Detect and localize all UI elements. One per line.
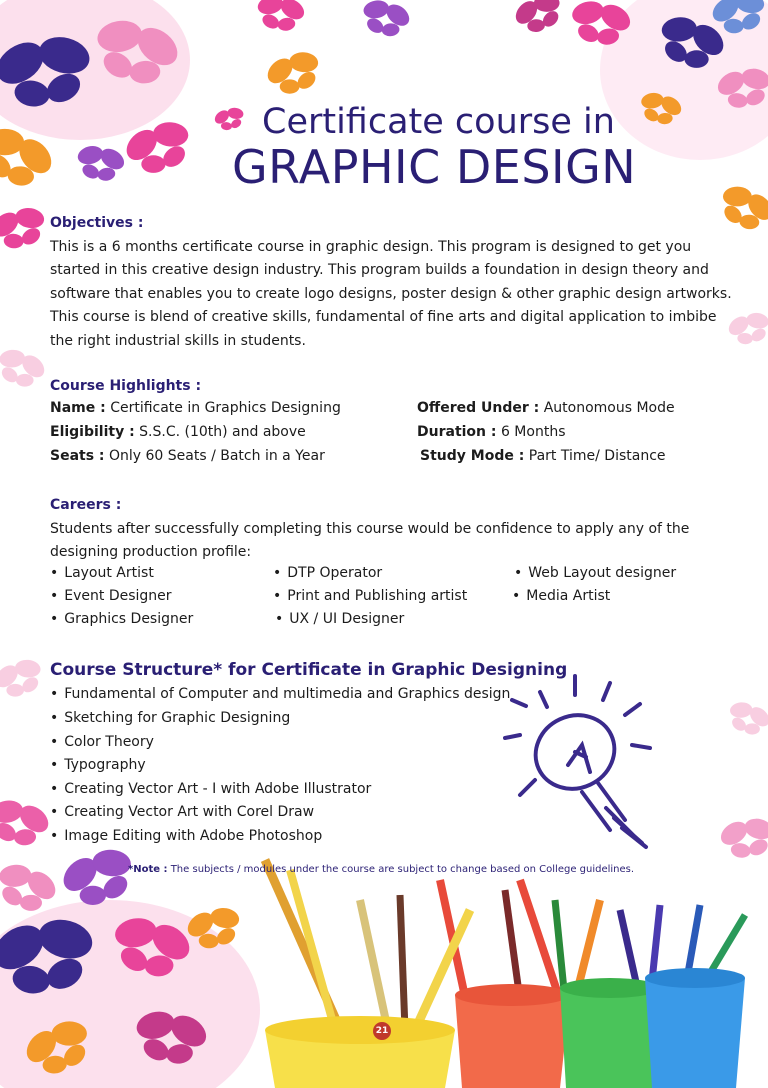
career-item: • Web Layout designer xyxy=(514,565,676,581)
highlights-heading: Course Highlights : xyxy=(50,378,202,394)
career-item: • Layout Artist xyxy=(50,565,154,581)
highlight-seats xyxy=(50,448,325,464)
highlight-label: Name : xyxy=(50,400,106,416)
career-item: • Media Artist xyxy=(512,588,610,604)
structure-item: • Color Theory xyxy=(50,734,154,750)
highlight-value: 6 Months xyxy=(500,424,566,440)
structure-heading: Course Structure* for Certificate in Graphic Designing xyxy=(50,660,568,680)
careers-intro-line: Students after successfully completing this course would be confidence to apply any of the xyxy=(50,520,690,537)
footnote xyxy=(128,864,634,875)
highlight-label: Duration : xyxy=(417,424,497,440)
highlight-value: Certificate in Graphics Designing xyxy=(110,400,341,416)
objectives-heading: Objectives : xyxy=(50,215,144,231)
highlight-study-mode xyxy=(420,448,666,464)
page-number: 21 xyxy=(373,1022,391,1040)
highlight-offered-under xyxy=(417,400,675,416)
highlight-value: Only 60 Seats / Batch in a Year xyxy=(108,448,325,464)
highlight-value: Part Time/ Distance xyxy=(528,448,666,464)
note-label: *Note : xyxy=(128,864,168,875)
objectives-line: started in this creative design industry. This program builds a foundation in design theory and xyxy=(50,262,709,278)
highlight-label: Seats : xyxy=(50,448,105,464)
highlight-label: Offered Under : xyxy=(417,400,540,416)
career-item: • Graphics Designer xyxy=(50,611,193,627)
highlight-label: Eligibility : xyxy=(50,424,135,440)
highlight-eligibility xyxy=(50,424,306,440)
title-line-1: Certificate course in xyxy=(262,102,615,142)
career-item: • DTP Operator xyxy=(273,565,382,581)
objectives-section xyxy=(50,212,740,353)
structure-item: • Sketching for Graphic Designing xyxy=(50,710,290,726)
note-text: The subjects / modules under the course are subject to change based on College guidelines. xyxy=(170,864,635,875)
structure-item: • Creating Vector Art with Corel Draw xyxy=(50,804,314,820)
objectives-line: software that enables you to create logo designs, poster design & other graphic design artworks. xyxy=(50,285,732,302)
highlight-label: Study Mode : xyxy=(420,448,525,464)
career-item: • Print and Publishing artist xyxy=(273,588,467,604)
structure-item: • Fundamental of Computer and multimedia and Graphics design xyxy=(50,686,510,702)
careers-section xyxy=(50,494,740,565)
highlights-section xyxy=(50,375,740,399)
page-title: GRAPHIC DESIGN xyxy=(232,140,637,194)
highlight-value: Autonomous Mode xyxy=(543,400,675,416)
career-item: • Event Designer xyxy=(50,588,172,604)
structure-item: • Image Editing with Adobe Photoshop xyxy=(50,828,322,844)
career-item: • UX / UI Designer xyxy=(275,611,404,627)
structure-item: • Typography xyxy=(50,757,146,773)
highlight-name xyxy=(50,400,341,416)
objectives-line: the right industrial skills in students. xyxy=(50,332,306,349)
careers-intro-line: designing production profile: xyxy=(50,544,252,560)
highlight-value: S.S.C. (10th) and above xyxy=(139,424,306,440)
highlight-duration xyxy=(417,424,565,440)
structure-item: • Creating Vector Art - I with Adobe Illustrator xyxy=(50,781,371,797)
objectives-line: This is a 6 months certificate course in graphic design. This program is designed to get you xyxy=(50,238,692,255)
careers-heading: Careers : xyxy=(50,497,122,513)
objectives-line: This course is blend of creative skills, fundamental of fine arts and digital application to imbibe xyxy=(50,309,717,325)
